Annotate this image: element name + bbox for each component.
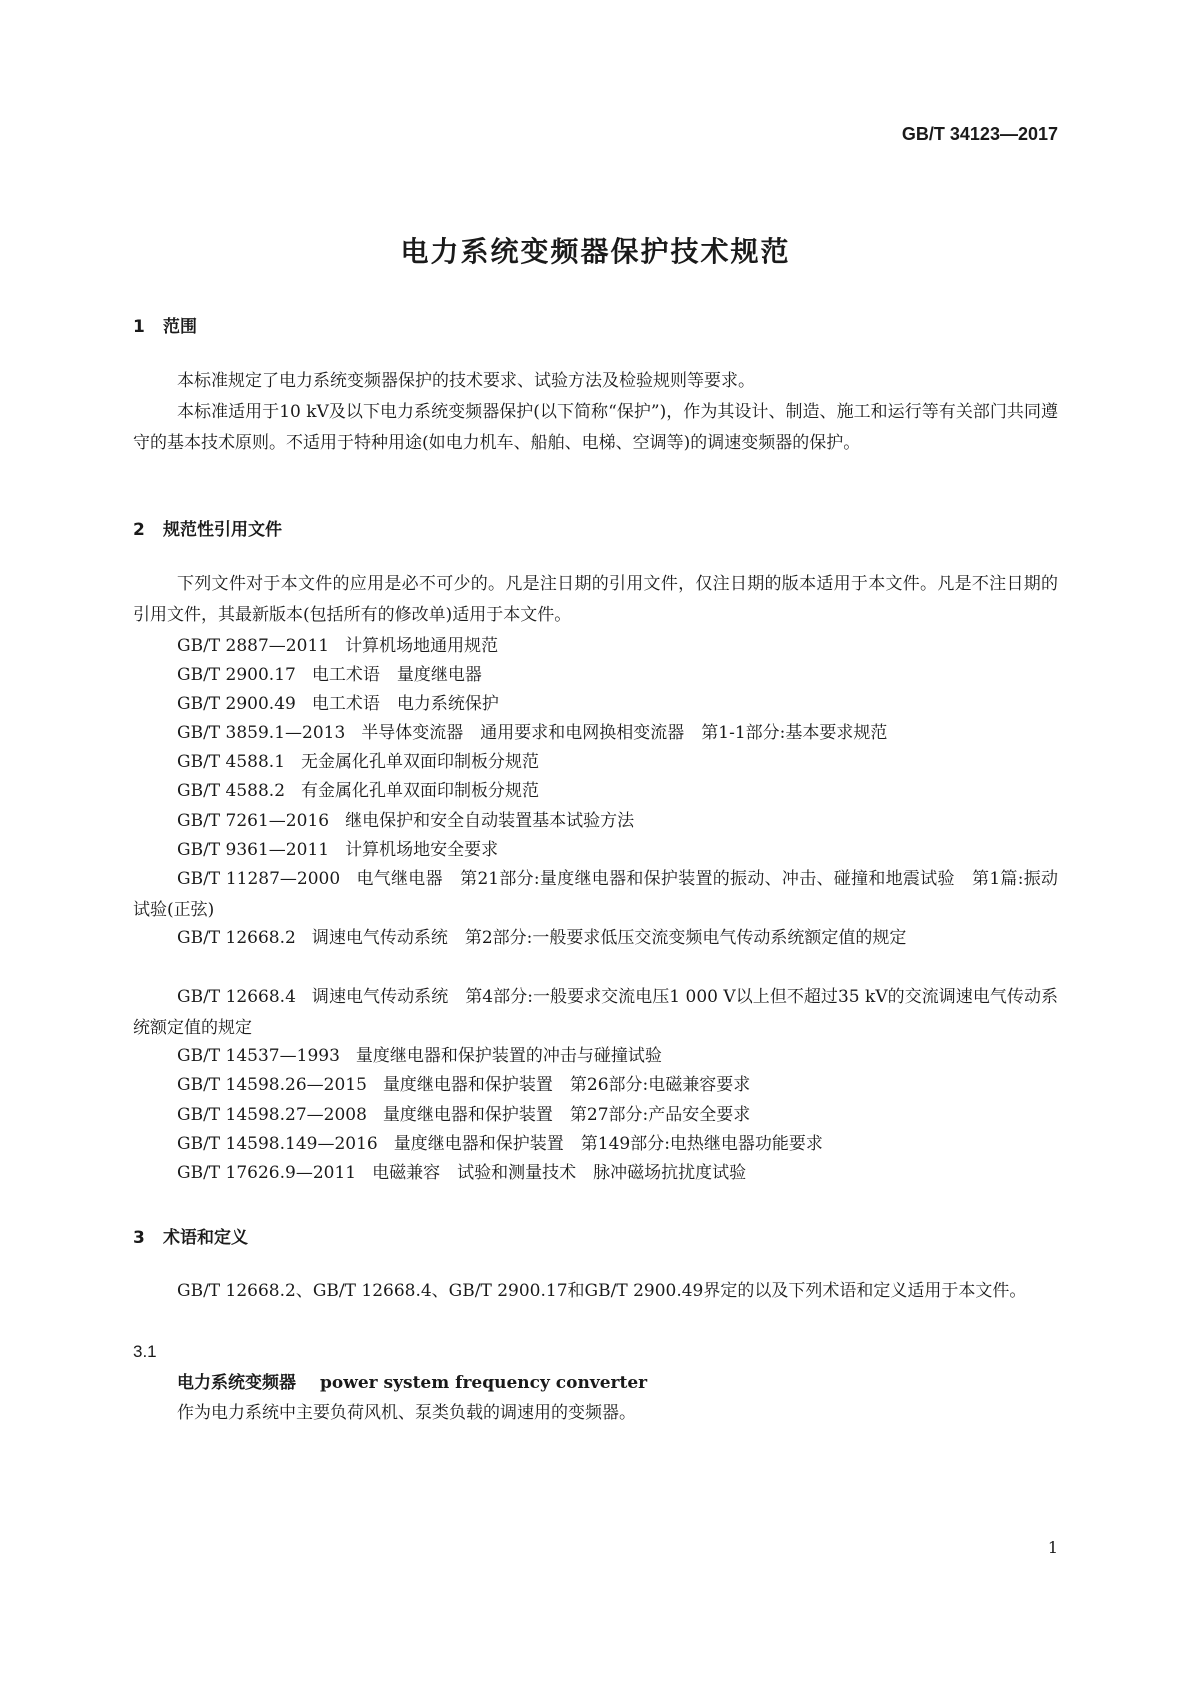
section-1-paragraph: 本标准适用于10 kV及以下电力系统变频器保护(以下简称“保护”)，作为其设计、制造、施工和运行等有关部门共同遵守的基本技术原则。不适用于特种用途(如电力机车、船舶、电梯、空调等)的调速变频器的保护。	[133, 402, 1058, 453]
section-3-heading	[133, 1223, 248, 1248]
reference-code: GB/T 12668.4	[177, 987, 296, 1007]
reference-title: 电气继电器 第21部分:量度继电器和保护装置的振动、冲击、碰撞和地震试验 第1篇:振动试验(正弦)	[133, 869, 1058, 920]
reference-item	[133, 923, 1058, 954]
reference-item	[177, 835, 1058, 866]
reference-item	[133, 982, 1058, 1044]
reference-title: 电工术语 电力系统保护	[311, 694, 499, 714]
section-title: 术语和定义	[163, 1228, 248, 1248]
reference-title: 继电保护和安全自动装置基本试验方法	[345, 811, 635, 831]
reference-title: 量度继电器和保护装置的冲击与碰撞试验	[355, 1046, 662, 1066]
reference-title: 量度继电器和保护装置 第149部分:电热继电器功能要求	[393, 1134, 823, 1154]
term-english: power system frequency converter	[320, 1373, 648, 1393]
reference-title: 量度继电器和保护装置 第26部分:电磁兼容要求	[382, 1075, 751, 1095]
section-title: 规范性引用文件	[163, 520, 282, 540]
reference-item	[177, 1070, 1058, 1101]
reference-code: GB/T 2887—2011	[177, 636, 330, 656]
term-entry	[177, 1368, 647, 1393]
reference-code: GB/T 12668.2	[177, 928, 296, 948]
reference-item	[177, 776, 1058, 807]
section-3-intro: GB/T 12668.2、GB/T 12668.4、GB/T 2900.17和GB/T 2900.49界定的以及下列术语和定义适用于本文件。	[177, 1281, 1027, 1301]
reference-code: GB/T 11287—2000	[177, 869, 341, 889]
reference-title: 量度继电器和保护装置 第27部分:产品安全要求	[382, 1105, 751, 1125]
clause-number: 3.1	[133, 1342, 157, 1361]
reference-item	[177, 1158, 1058, 1189]
reference-item	[133, 864, 1058, 926]
reference-code: GB/T 2900.49	[177, 694, 296, 714]
reference-item	[177, 660, 1058, 691]
reference-code: GB/T 9361—2011	[177, 840, 330, 860]
section-number: 2	[133, 520, 145, 540]
reference-code: GB/T 17626.9—2011	[177, 1163, 357, 1183]
reference-item	[177, 1129, 1058, 1160]
section-1-heading	[133, 312, 197, 337]
document-title: 电力系统变频器保护技术规范	[400, 235, 791, 268]
reference-item	[177, 631, 1058, 662]
reference-item	[177, 806, 1058, 837]
reference-title: 电磁兼容 试验和测量技术 脉冲磁场抗扰度试验	[372, 1163, 747, 1183]
reference-code: GB/T 4588.2	[177, 781, 286, 801]
reference-item	[177, 1100, 1058, 1131]
section-1-paragraph: 本标准规定了电力系统变频器保护的技术要求、试验方法及检验规则等要求。	[177, 371, 755, 391]
term-chinese: 电力系统变频器	[177, 1373, 296, 1393]
reference-item	[177, 689, 1058, 720]
reference-code: GB/T 14537—1993	[177, 1046, 340, 1066]
reference-item	[177, 718, 1058, 749]
section-number: 1	[133, 317, 145, 337]
section-title: 范围	[163, 317, 197, 337]
reference-title: 有金属化孔单双面印制板分规范	[301, 781, 540, 801]
term-definition: 作为电力系统中主要负荷风机、泵类负载的调速用的变频器。	[177, 1403, 636, 1423]
reference-code: GB/T 4588.1	[177, 752, 286, 772]
section-2-heading	[133, 515, 282, 540]
reference-title: 电工术语 量度继电器	[311, 665, 482, 685]
standard-number: GB/T 34123—2017	[901, 124, 1058, 144]
page-number: 1	[1047, 1538, 1058, 1557]
reference-title: 调速电气传动系统 第4部分:一般要求交流电压1 000 V以上但不超过35 kV的交流调速电气传动系统额定值的规定	[133, 987, 1058, 1038]
reference-code: GB/T 14598.149—2016	[177, 1134, 378, 1154]
reference-title: 无金属化孔单双面印制板分规范	[301, 752, 540, 772]
reference-item	[177, 747, 1058, 778]
reference-code: GB/T 7261—2016	[177, 811, 330, 831]
section-number: 3	[133, 1228, 145, 1248]
reference-title: 计算机场地通用规范	[345, 636, 499, 656]
reference-code: GB/T 14598.26—2015	[177, 1075, 367, 1095]
reference-code: GB/T 3859.1—2013	[177, 723, 346, 743]
reference-title: 调速电气传动系统 第2部分:一般要求低压交流变频电气传动系统额定值的规定	[311, 928, 907, 948]
section-2-intro: 下列文件对于本文件的应用是必不可少的。凡是注日期的引用文件，仅注日期的版本适用于本文件。凡是不注日期的引用文件，其最新版本(包括所有的修改单)适用于本文件。	[133, 574, 1058, 625]
reference-item	[177, 1041, 1058, 1072]
reference-title: 半导体变流器 通用要求和电网换相变流器 第1-1部分:基本要求规范	[361, 723, 888, 743]
reference-code: GB/T 14598.27—2008	[177, 1105, 367, 1125]
reference-code: GB/T 2900.17	[177, 665, 296, 685]
reference-title: 计算机场地安全要求	[345, 840, 499, 860]
